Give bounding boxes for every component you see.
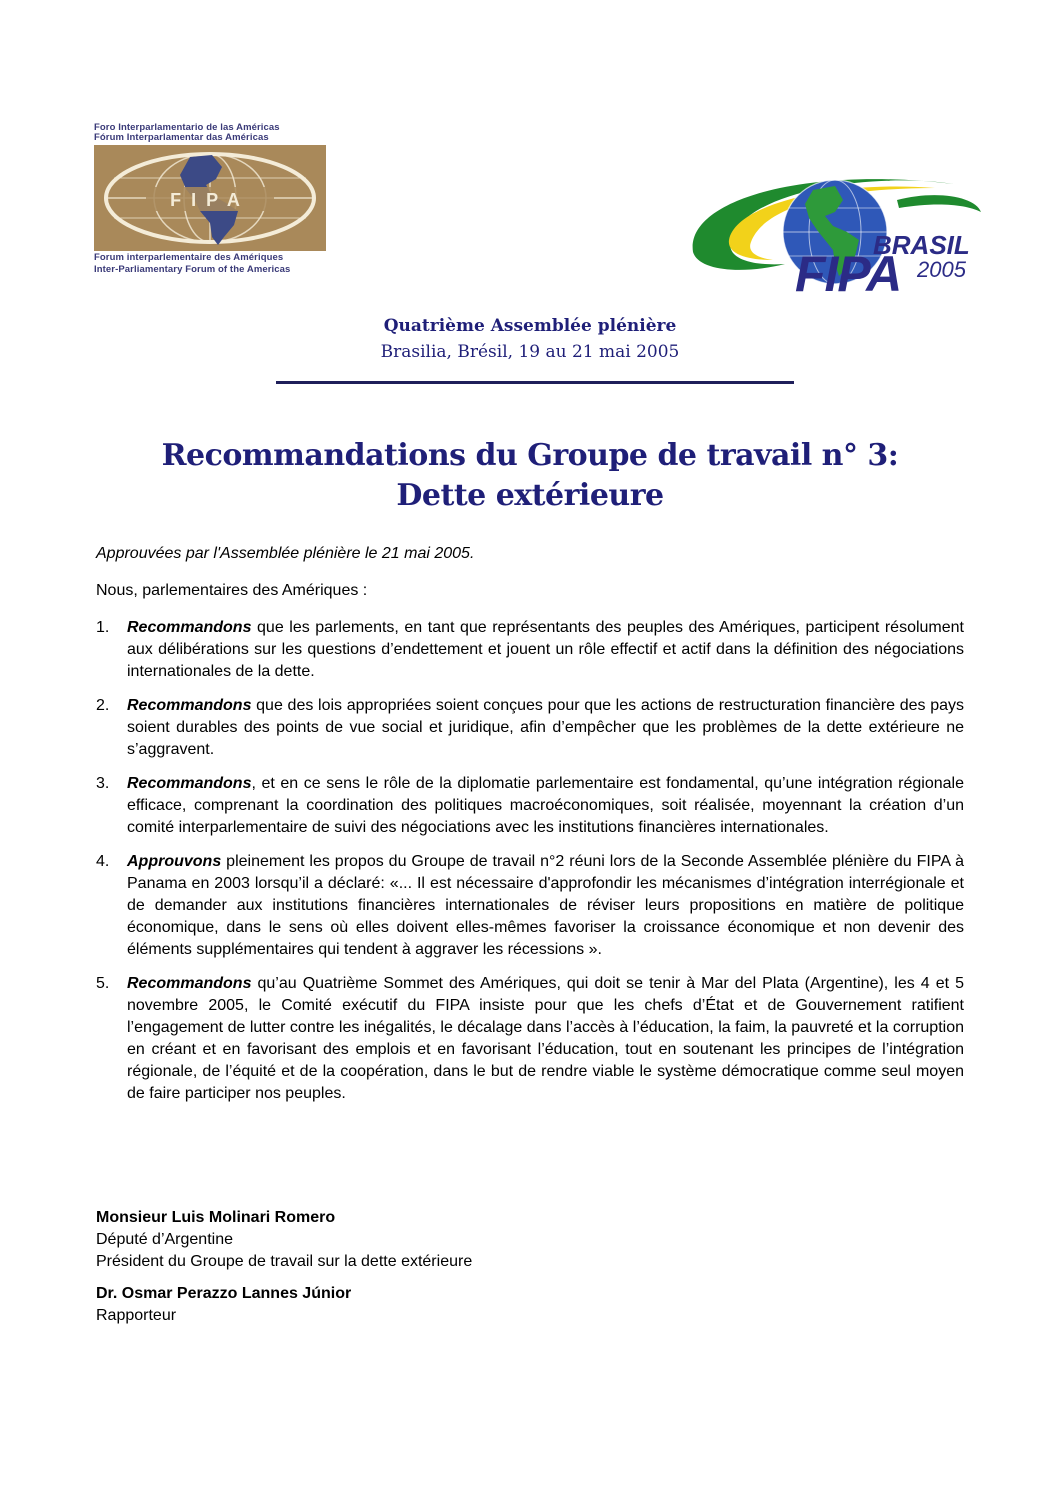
document-title-line-2: Dette extérieure [396, 478, 664, 513]
logo-fipa-text: FIPA [795, 246, 902, 302]
item-keyword: Approuvons [127, 853, 222, 870]
signer [96, 1283, 796, 1327]
item-text: , et en ce sens le rôle de la diplomatie parlementaire est fondamental, qu’une intégration régionale efficace, comprenant la coordination des politiques macroéconomiques, soit réalisée, moyennant la création d’un comité interparlementaire de suivi des négociations avec les institutions financières internationales. [127, 775, 964, 836]
fipa-logo [94, 123, 326, 273]
item-keyword: Recommandons [127, 619, 252, 636]
assembly-place-date: Brasilia, Brésil, 19 au 21 mai 2005 [380, 342, 680, 362]
globe-emblem-icon [94, 145, 326, 251]
item-number: 5. [96, 975, 110, 992]
document-title-line-1: Recommandations du Groupe de travail n° 3: [161, 438, 899, 473]
signer-role: Rapporteur [96, 1307, 177, 1324]
signer [96, 1207, 796, 1273]
logo-year-text: 2005 [917, 257, 966, 282]
header-divider [276, 381, 794, 384]
logo-emblem-text: FIPA [170, 190, 250, 210]
logo-top-line-1: Foro Interparlamentario de las Américas [94, 122, 280, 133]
item-number: 1. [96, 619, 110, 636]
item-keyword: Recommandons [127, 975, 252, 992]
recommendation-item [96, 973, 964, 1105]
recommendation-item [96, 773, 964, 839]
signer-name: Monsieur Luis Molinari Romero [96, 1209, 336, 1226]
item-keyword: Recommandons [127, 697, 252, 714]
signer-role: Député d’Argentine [96, 1231, 233, 1248]
logo-top-line-2: Fórum Interparlamentar das Américas [94, 132, 269, 143]
approval-note: Approuvées par l'Assemblée plénière le 21 mai 2005. [96, 545, 475, 562]
item-text: qu’au Quatrième Sommet des Amériques, qui doit se tenir à Mar del Plata (Argentine), les 4 et 5 novembre 2005, le Comité exécutif du FIPA insiste pour que les chefs d’État et de Gouvernement ratifient l’engagement de lutter contre les inégalités, le décalage dans l’accès à l’éducation, la faim, la pauvreté et la corruption en créant et en favorisant des emplois et en favorisant l’éducation, tout en soutenant les principes de l’intégration régionale, de l’équité et de la coopération, dans le but de rendre viable le système démocratique comme seul moyen de faire participer nos peuples. [127, 975, 964, 1102]
signature-block [96, 1207, 796, 1337]
item-text: que les parlements, en tant que représentants des peuples des Amériques, participent résolument aux délibérations sur les questions d’endettement et jouent un rôle effectif et actif dans la définition des négociations internationales de la dette. [127, 619, 964, 680]
logo-bottom-line-1: Forum interparlementaire des Amériques [94, 252, 284, 263]
item-number: 2. [96, 697, 110, 714]
recommendation-item [96, 695, 964, 761]
signer-role: Président du Groupe de travail sur la dette extérieure [96, 1253, 473, 1270]
signer-name: Dr. Osmar Perazzo Lannes Júnior [96, 1285, 352, 1302]
logo-brasil-text: BRASIL [873, 230, 970, 260]
logo-banner [94, 145, 326, 251]
recommendation-item [96, 851, 964, 961]
fipa-brasil-2005-logo [685, 160, 985, 300]
item-number: 4. [96, 853, 110, 870]
item-keyword: Recommandons [127, 775, 252, 792]
intro-line: Nous, parlementaires des Amériques : [96, 582, 368, 599]
recommendation-item [96, 617, 964, 683]
item-text: que des lois appropriées soient conçues pour que les actions de restructuration financière des pays soient durables des points de vue social et juridique, afin d’empêcher que les problèmes de la dette extérieure ne s’aggravent. [127, 697, 964, 758]
logo-bottom-line-2: Inter-Parliamentary Forum of the Americas [94, 264, 291, 275]
recommendation-list [96, 617, 964, 1117]
item-number: 3. [96, 775, 110, 792]
item-text: pleinement les propos du Groupe de travail n°2 réuni lors de la Seconde Assemblée plénière du FIPA à Panama en 2003 lorsqu’il a déclaré: «... Il est nécessaire d'approfondir les mécanismes d’intégration interrégionale et de demander aux institutions financières internationales de réviser leurs propositions en matière de politique économique, dans le sens où elles doivent elles-mêmes favoriser la croissance économique et non devenir des éléments supplémentaires qui tendent à aggraver les récessions ». [127, 853, 964, 958]
assembly-title: Quatrième Assemblée plénière [383, 316, 677, 336]
